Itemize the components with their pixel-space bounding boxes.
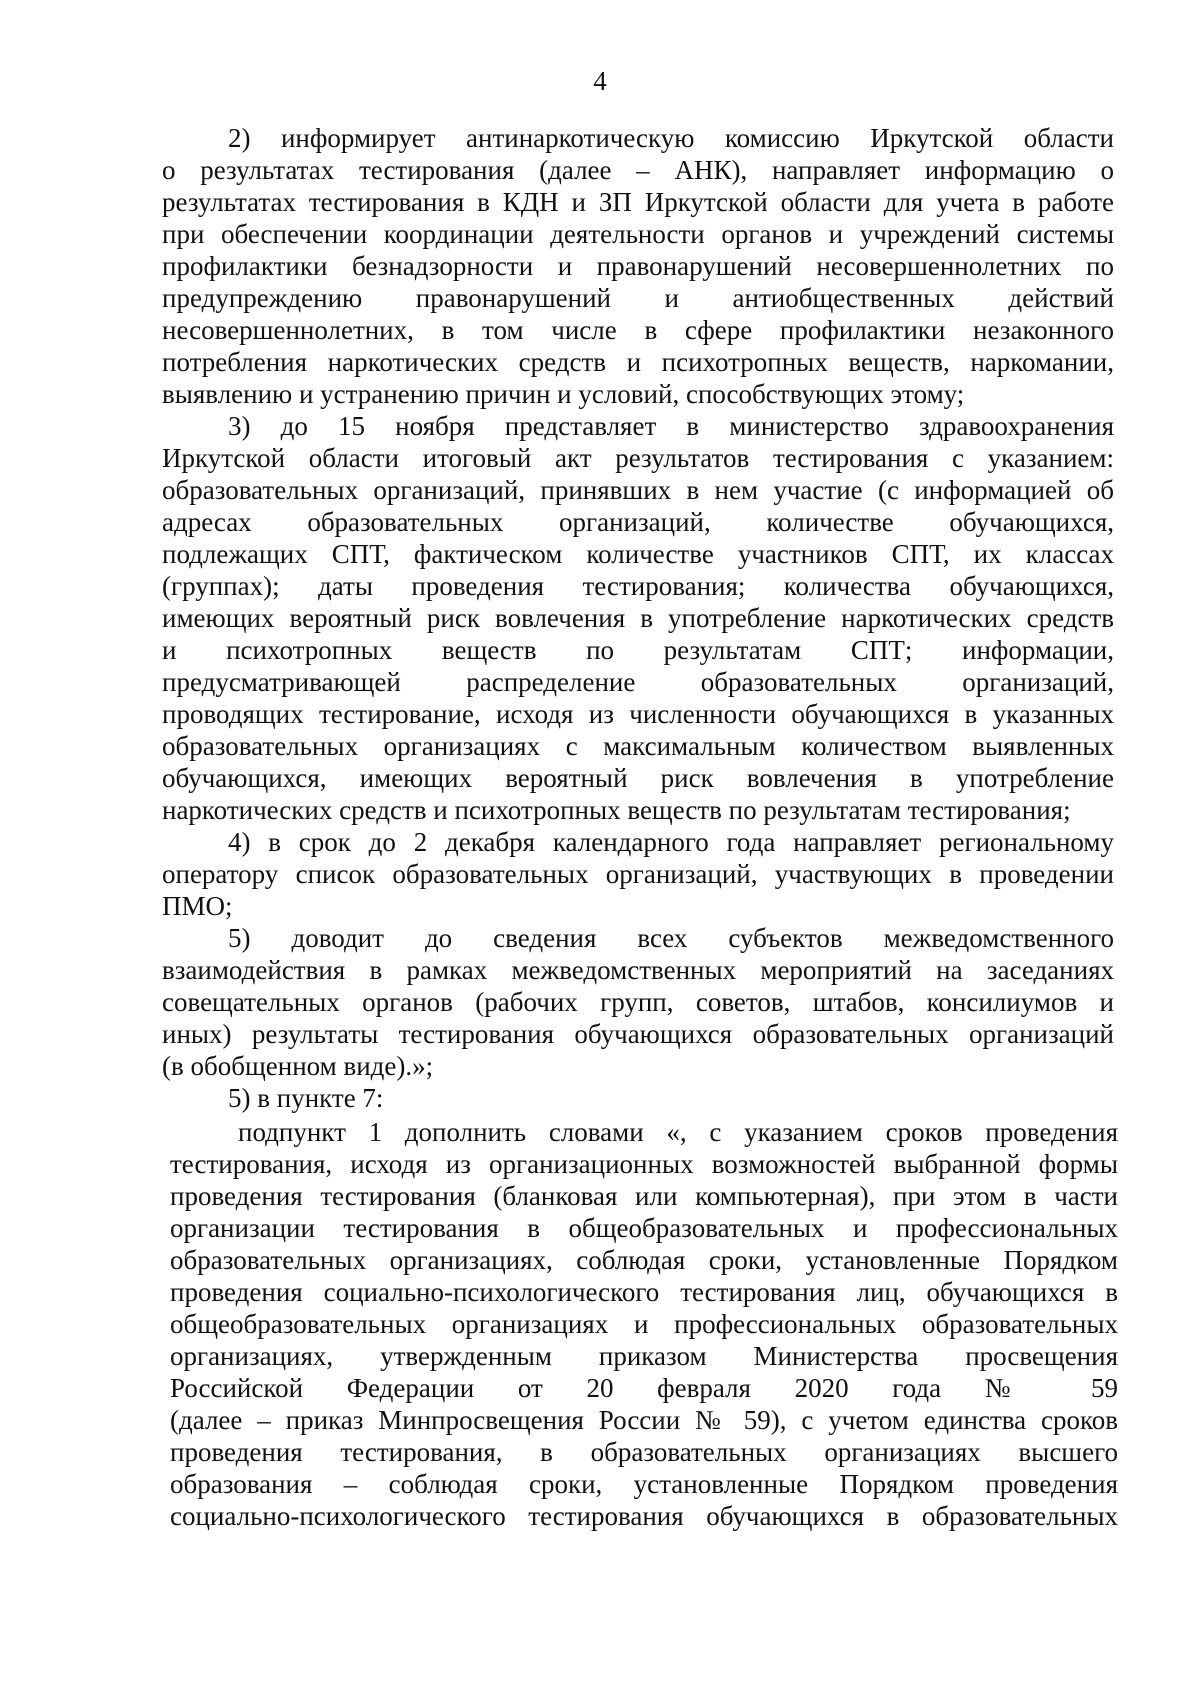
text-line: проведения тестирования, в образовательных организациях высшего: [170, 1437, 1118, 1467]
text-line: несовершеннолетних, в том числе в сфере профилактики незаконного: [162, 315, 1114, 345]
text-line: образования – соблюдая сроки, установленные Порядком проведения: [170, 1469, 1118, 1499]
text-line: выявлению и устранению причин и условий, способствующих этому;: [162, 379, 965, 409]
text-line: 3) до 15 ноября представляет в министерство здравоохранения: [228, 411, 1114, 441]
text-line: образовательных организациях с максимальным количеством выявленных: [162, 731, 1114, 761]
text-line: наркотических средств и психотропных веществ по результатам тестирования;: [162, 795, 1071, 825]
text-line: 2) информирует антинаркотическую комиссию Иркутской области: [228, 123, 1114, 153]
text-line: (группах); даты проведения тестирования; количества обучающихся,: [162, 571, 1114, 601]
text-line: общеобразовательных организациях и профессиональных образовательных: [170, 1309, 1118, 1339]
text-line: социально-психологического тестирования обучающихся в образовательных: [170, 1501, 1118, 1531]
text-line: 5) доводит до сведения всех субъектов межведомственного: [228, 923, 1114, 953]
text-line: (далее – приказ Минпросвещения России № 59), с учетом единства сроков: [170, 1405, 1118, 1435]
text-line: 5) в пункте 7:: [228, 1083, 384, 1113]
text-line: имеющих вероятный риск вовлечения в употребление наркотических средств: [162, 603, 1114, 633]
text-line: образовательных организациях, соблюдая сроки, установленные Порядком: [170, 1245, 1118, 1275]
text-line: подпункт 1 дополнить словами «, с указанием сроков проведения: [238, 1117, 1118, 1147]
text-line: (в обобщенном виде).»;: [162, 1051, 434, 1081]
text-line: тестирования, исходя из организационных возможностей выбранной формы: [170, 1149, 1118, 1179]
text-line: потребления наркотических средств и психотропных веществ, наркомании,: [162, 347, 1114, 377]
text-line: оператору список образовательных организаций, участвующих в проведении: [162, 859, 1114, 889]
text-line: взаимодействия в рамках межведомственных мероприятий на заседаниях: [162, 955, 1114, 985]
text-line: адресах образовательных организаций, количестве обучающихся,: [162, 507, 1114, 537]
text-line: ПМО;: [162, 891, 233, 921]
page-number: 4: [593, 66, 607, 96]
text-line: иных) результаты тестирования обучающихся образовательных организаций: [162, 1019, 1114, 1049]
text-line: о результатах тестирования (далее – АНК), направляет информацию о: [162, 155, 1114, 185]
text-line: совещательных органов (рабочих групп, советов, штабов, консилиумов и: [162, 987, 1114, 1017]
text-line: предупреждению правонарушений и антиобщественных действий: [162, 283, 1114, 313]
text-line: результатах тестирования в КДН и ЗП Иркутской области для учета в работе: [162, 187, 1114, 217]
text-line: профилактики безнадзорности и правонарушений несовершеннолетних по: [162, 251, 1114, 281]
text-line: проводящих тестирование, исходя из численности обучающихся в указанных: [162, 699, 1114, 729]
text-line: организации тестирования в общеобразовательных и профессиональных: [170, 1213, 1118, 1243]
text-line: 4) в срок до 2 декабря календарного года направляет региональному: [228, 827, 1114, 857]
text-line: Российской Федерации от 20 февраля 2020 года № 59: [170, 1373, 1118, 1403]
text-line: предусматривающей распределение образовательных организаций,: [162, 667, 1114, 697]
text-line: образовательных организаций, принявших в нем участие (с информацией об: [162, 475, 1114, 505]
text-line: и психотропных веществ по результатам СПТ; информации,: [162, 635, 1114, 665]
text-line: организациях, утвержденным приказом Министерства просвещения: [170, 1341, 1118, 1371]
text-line: обучающихся, имеющих вероятный риск вовлечения в употребление: [162, 763, 1114, 793]
text-line: проведения социально-психологического тестирования лиц, обучающихся в: [170, 1277, 1118, 1307]
text-line: подлежащих СПТ, фактическом количестве участников СПТ, их классах: [162, 539, 1114, 569]
text-line: проведения тестирования (бланковая или компьютерная), при этом в части: [170, 1181, 1118, 1211]
text-line: Иркутской области итоговый акт результатов тестирования с указанием:: [162, 443, 1114, 473]
text-line: при обеспечении координации деятельности органов и учреждений системы: [162, 219, 1114, 249]
